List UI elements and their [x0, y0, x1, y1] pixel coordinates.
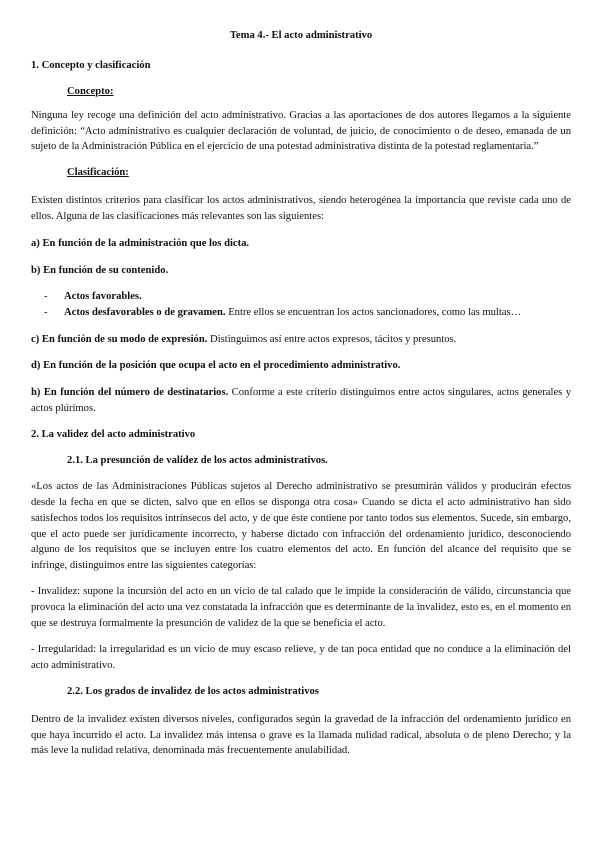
list-item-bold: Actos favorables. — [64, 290, 142, 302]
invalidez-paragraph: - Invalidez: supone la incursión del acto en un vicio de tal calado que le impide la consideración de válido, circunstancia que provoca la eliminación del acto una vez constatada la infracción que es determinante de la invalidez, esto es, en el momento en que se destruya formalmente la presunción de validez de la que se beneficia el acto. — [31, 586, 571, 630]
concepto-paragraph: Ninguna ley recoge una definición del acto administrativo. Gracias a las aportaciones de dos autores llegamos a la siguiente definición: “Acto administrativo es cualquier declaración de voluntad, de juicio, de conocimiento o de deseo, emanada de un sujeto de la Administración Pública en el ejercicio de una potestad administrativa distinta de la potestad reglamentaria.” — [31, 109, 571, 153]
list-item-text: Entre ellos se encuentran los actos sancionadores, como las multas… — [225, 306, 522, 318]
section-2-2-heading: 2.2. Los grados de invalidez de los actos administrativos — [67, 685, 319, 697]
classification-d: d) En función de la posición que ocupa el acto en el procedimiento administrativo. — [31, 360, 401, 372]
classification-h-text: Conforme a este criterio distinguimos entre actos singulares, actos generales y actos plúrimos. — [31, 387, 571, 415]
classification-h — [31, 385, 571, 417]
classification-h-label: h) En función del número de destinatarios. — [31, 387, 229, 399]
document-title: Tema 4.- El acto administrativo — [229, 30, 373, 41]
section-1-heading: 1. Concepto y clasificación — [31, 59, 151, 71]
classification-c-text: Distinguimos así entre actos expresos, tácitos y presuntos. — [207, 333, 457, 345]
list-item-bold: Actos desfavorables o de gravamen. — [64, 306, 226, 318]
section-2-1-paragraph: «Los actos de las Administraciones Públicas sujetos al Derecho administrativo se presumirán válidos y producirán efectos desde la fecha en que se dicten, salvo que en ellos se disponga otra cosa» Cuando se dicta el acto administrativo han sido satisfechos todos los requisitos intrínsecos del acto, y de que éste contiene por tanto todos sus elementos. Sucede, sin embargo, que el acto puede ser jurídicamente incorrecto, y haberse dictado con infracción del ordenamiento jurídico, desconociendo alguno de los requisitos que se incluyen entre los cuatro elementos del acto. En función del alcance del requisito que se infringe, distinguimos entre las siguientes categorías: — [31, 480, 571, 572]
classification-b: b) En función de su contenido. — [31, 264, 169, 276]
irregularidad-paragraph: - Irregularidad: la irregularidad es un vicio de muy escaso relieve, y de tan poca entidad que no conduce a la eliminación del acto administrativo. — [31, 643, 571, 671]
concepto-heading: Concepto: — [67, 85, 114, 97]
bullet-dash: - — [44, 290, 48, 302]
list-item — [44, 289, 571, 305]
classification-c — [31, 332, 571, 348]
clasificacion-heading: Clasificación: — [67, 167, 129, 179]
list-item — [44, 305, 571, 321]
classification-a: a) En función de la administración que los dicta. — [31, 238, 250, 250]
section-2-2-paragraph: Dentro de la invalidez existen diversos niveles, configurados según la gravedad de la infracción del ordenamiento jurídico en que haya incurrido el acto. La invalidez más intensa o grave es la llamada nulidad radical, absoluta o de pleno Derecho; y la más leve la nulidad relativa, denominada más frecuentemente anulabilidad. — [31, 713, 571, 757]
bullet-dash: - — [44, 306, 48, 318]
section-2-heading: 2. La validez del acto administrativo — [31, 429, 196, 441]
document-page — [31, 28, 571, 759]
section-2-1-heading: 2.1. La presunción de validez de los actos administrativos. — [67, 455, 328, 467]
clasificacion-paragraph: Existen distintos criterios para clasificar los actos administrativos, siendo heterogénea la importancia que reviste cada uno de ellos. Alguna de las clasificaciones más relevantes son las siguientes: — [31, 195, 571, 223]
classification-c-label: c) En función de su modo de expresión. — [31, 333, 208, 345]
classification-b-list — [44, 289, 571, 321]
